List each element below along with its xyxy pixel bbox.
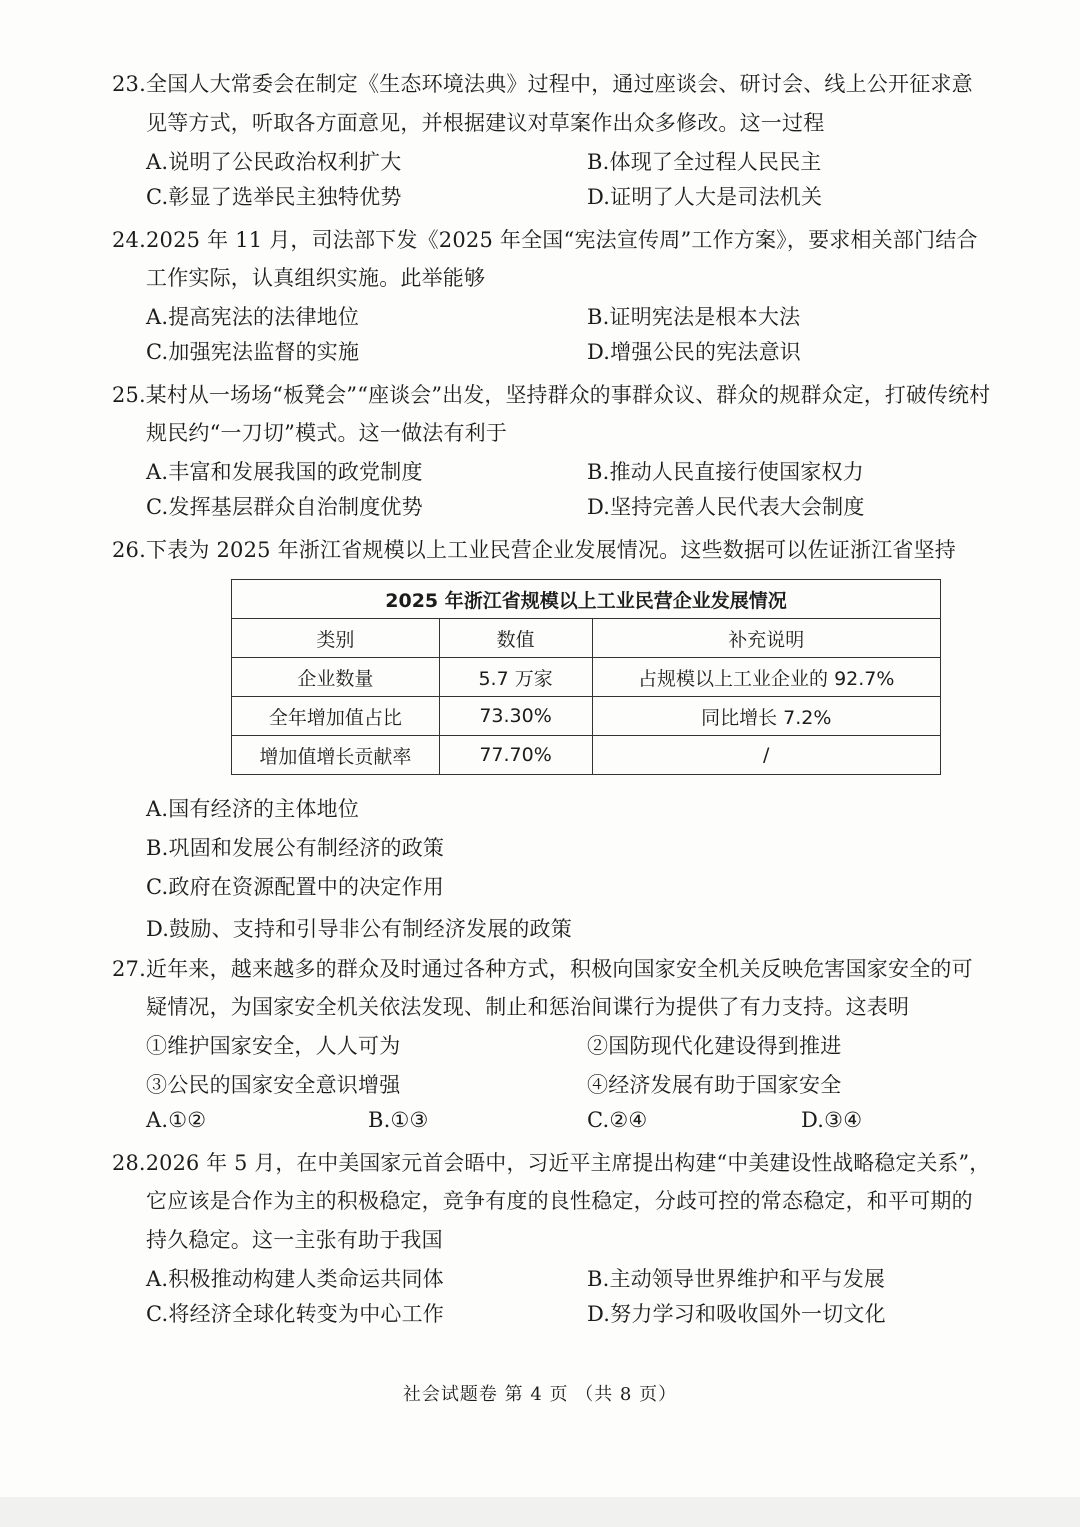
question-24-option-b: B.证明宪法是根本大法	[587, 305, 801, 329]
table-header-row	[232, 619, 941, 658]
question-27-option-d: D.③④	[801, 1108, 863, 1132]
table-row	[232, 658, 941, 697]
question-26-option-d: D.鼓励、支持和引导非公有制经济发展的政策	[146, 917, 572, 941]
question-24-stem-cont: 工作实际，认真组织实施。此举能够	[146, 266, 486, 290]
table-header-category: 类别	[232, 619, 440, 658]
data-table	[231, 579, 941, 775]
question-23-stem-cont: 见等方式，听取各方面意见，并根据建议对草案作出众多修改。这一过程	[146, 111, 825, 135]
question-24-option-d: D.增强公民的宪法意识	[587, 340, 801, 364]
question-25-option-a: A.丰富和发展我国的政党制度	[146, 460, 423, 484]
question-23-stem: 23.全国人大常委会在制定《生态环境法典》过程中，通过座谈会、研讨会、线上公开征求意	[112, 72, 973, 96]
question-25-option-b: B.推动人民直接行使国家权力	[587, 460, 864, 484]
question-25-stem: 25.某村从一场场“板凳会”“座谈会”出发，坚持群众的事群众议、群众的规群众定，打破传统村	[112, 383, 991, 407]
question-27-option-a: A.①②	[146, 1108, 207, 1132]
question-26-option-a: A.国有经济的主体地位	[146, 797, 360, 821]
question-26-stem: 26.下表为 2025 年浙江省规模以上工业民营企业发展情况。这些数据可以佐证浙江省坚持	[112, 538, 956, 562]
table-title-row	[232, 580, 941, 619]
question-23-option-c: C.彰显了选举民主独特优势	[146, 185, 402, 209]
question-27-statement-1: ①维护国家安全，人人可为	[146, 1034, 401, 1058]
question-27-option-b: B.①③	[368, 1108, 429, 1132]
page-footer: 社会试题卷 第 4 页 （共 8 页）	[402, 1384, 678, 1405]
question-28-option-d: D.努力学习和吸收国外一切文化	[587, 1302, 886, 1326]
table-cell: 增加值增长贡献率	[232, 736, 440, 775]
question-27-statement-4: ④经济发展有助于国家安全	[587, 1073, 842, 1097]
question-24-option-c: C.加强宪法监督的实施	[146, 340, 360, 364]
question-27-statement-3: ③公民的国家安全意识增强	[146, 1073, 401, 1097]
question-23-option-a: A.说明了公民政治权利扩大	[146, 150, 402, 174]
table-cell: 77.70%	[439, 736, 592, 775]
table-row	[232, 697, 941, 736]
table-cell: /	[592, 736, 941, 775]
table-cell: 5.7 万家	[439, 658, 592, 697]
question-26-option-b: B.巩固和发展公有制经济的政策	[146, 836, 445, 860]
table-header-note: 补充说明	[592, 619, 941, 658]
question-23-option-d: D.证明了人大是司法机关	[587, 185, 823, 209]
question-27-option-c: C.②④	[587, 1108, 648, 1132]
table-cell: 同比增长 7.2%	[592, 697, 941, 736]
table-cell: 占规模以上工业企业的 92.7%	[592, 658, 941, 697]
question-27-statement-2: ②国防现代化建设得到推进	[587, 1034, 842, 1058]
table-title: 2025 年浙江省规模以上工业民营企业发展情况	[232, 580, 941, 619]
table-header-value: 数值	[439, 619, 592, 658]
question-28-option-b: B.主动领导世界维护和平与发展	[587, 1267, 886, 1291]
question-24-stem: 24.2025 年 11 月，司法部下发《2025 年全国“宪法宣传周”工作方案》，要求相关部门结合	[112, 228, 978, 252]
question-28-option-c: C.将经济全球化转变为中心工作	[146, 1302, 444, 1326]
question-28-stem-cont-1: 它应该是合作为主的积极稳定，竞争有度的良性稳定，分歧可控的常态稳定，和平可期的	[146, 1189, 973, 1213]
table-cell: 企业数量	[232, 658, 440, 697]
question-25-option-c: C.发挥基层群众自治制度优势	[146, 495, 423, 519]
question-28-stem: 28.2026 年 5 月，在中美国家元首会晤中，习近平主席提出构建“中美建设性战略稳定关系”，	[112, 1151, 991, 1175]
question-27-stem-cont: 疑情况，为国家安全机关依法发现、制止和惩治间谍行为提供了有力支持。这表明	[146, 995, 910, 1019]
table-cell: 全年增加值占比	[232, 697, 440, 736]
question-27-stem: 27.近年来，越来越多的群众及时通过各种方式，积极向国家安全机关反映危害国家安全的可	[112, 957, 973, 981]
question-23-option-b: B.体现了全过程人民民主	[587, 150, 822, 174]
bottom-margin-band	[0, 1497, 1080, 1527]
table-cell: 73.30%	[439, 697, 592, 736]
table-row	[232, 736, 941, 775]
question-28-option-a: A.积极推动构建人类命运共同体	[146, 1267, 444, 1291]
question-25-stem-cont: 规民约“一刀切”模式。这一做法有利于	[146, 421, 508, 445]
question-28-stem-cont-2: 持久稳定。这一主张有助于我国	[146, 1228, 443, 1252]
question-24-option-a: A.提高宪法的法律地位	[146, 305, 360, 329]
question-25-option-d: D.坚持完善人民代表大会制度	[587, 495, 865, 519]
question-26-option-c: C.政府在资源配置中的决定作用	[146, 875, 444, 899]
